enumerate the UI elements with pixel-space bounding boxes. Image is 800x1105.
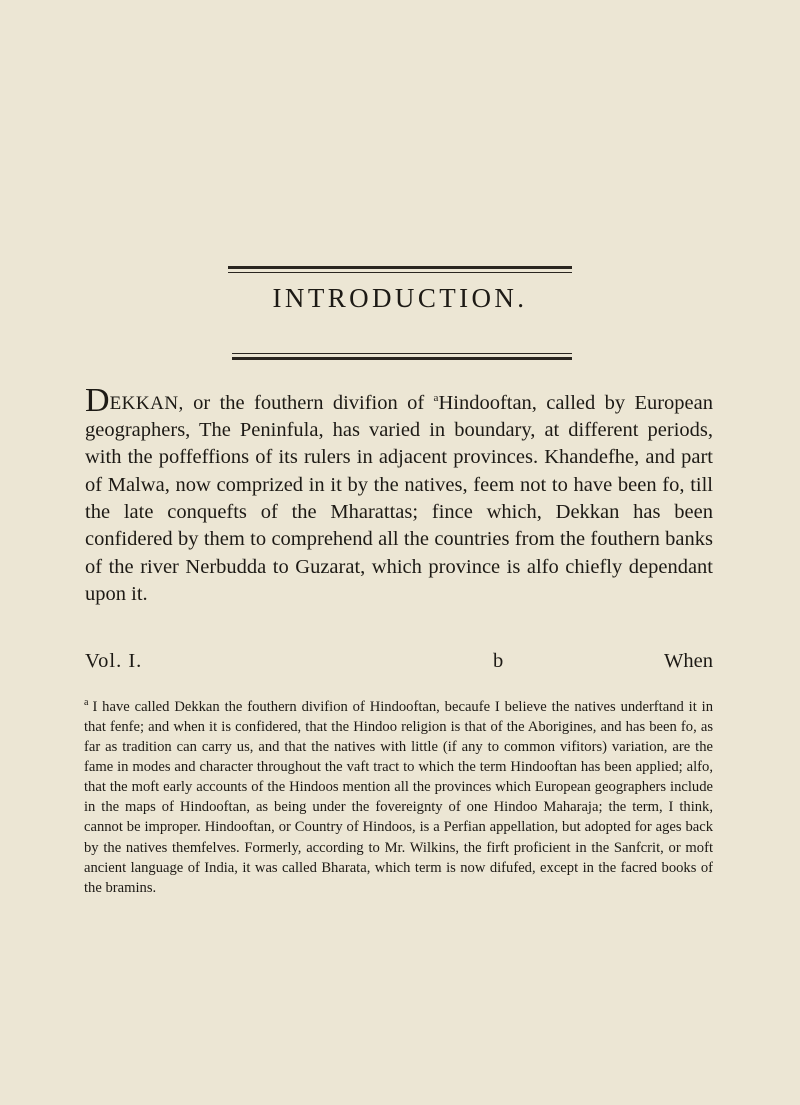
volume-label: Vol. I. (85, 650, 143, 672)
rule-thick-line (228, 266, 572, 269)
footnote-reference: a (433, 392, 439, 404)
rule-thick-line (232, 357, 572, 360)
drop-cap: D (85, 382, 110, 419)
footnote (84, 693, 713, 898)
body-paragraph (85, 382, 714, 608)
signature-mark: b (493, 650, 504, 672)
first-word-rest: EKKAN, (109, 392, 184, 414)
top-double-rule (228, 266, 572, 273)
body-text-part2: Hindooftan, called by European geographers, The Peninfula, has varied in boundary, at different periods, with the poffeffions of its rulers in adjacent provinces. Khandefhe, and part of Malwa, now comprized in it by the natives, feem not to have been fo, till the late conquefts of the Mharattas; fince which, Dekkan has been confidered by them to comprehend all the countries from the fouthern banks of the river Nerbudda to Guzarat, which province is alfo chiefly dependant upon it. (85, 391, 714, 605)
catchword: When (664, 650, 713, 672)
rule-thin-line (232, 353, 572, 354)
body-text-part1: or the fouthern divifion of (183, 391, 434, 414)
bottom-double-rule (232, 353, 572, 360)
rule-thin-line (228, 272, 572, 273)
chapter-title: INTRODUCTION. (272, 283, 528, 313)
page-foot-line (85, 650, 713, 678)
footnote-mark: a (84, 697, 89, 708)
footnote-text: I have called Dekkan the fouthern divifion of Hindooftan, becaufe I believe the natives underftand it in that fenfe; and when it is confidered, that the Hindoo religion is that of the Aborigines, and has been fo, as far as tradition can carry us, and that the natives with little (if any to common vifitors) variation, are the fame in modes and character throughout the vaft tract to which the term Hindooftan has been applied; alfo, that the moft early accounts of the Hindoos mention all the provinces which European geographers include in the maps of Hindooftan, as being under the fovereignty of one Hindoo Maharaja; the term, I think, cannot be improper. Hindooftan, or Country of Hindoos, is a Perfian appellation, but adopted for ages back by the natives themfelves. Formerly, according to Mr. Wilkins, the firft proficient in the Sanfcrit, or moft ancient language of India, it was called Bharata, which term is now difufed, except in the facred books of the bramins. (84, 698, 713, 896)
